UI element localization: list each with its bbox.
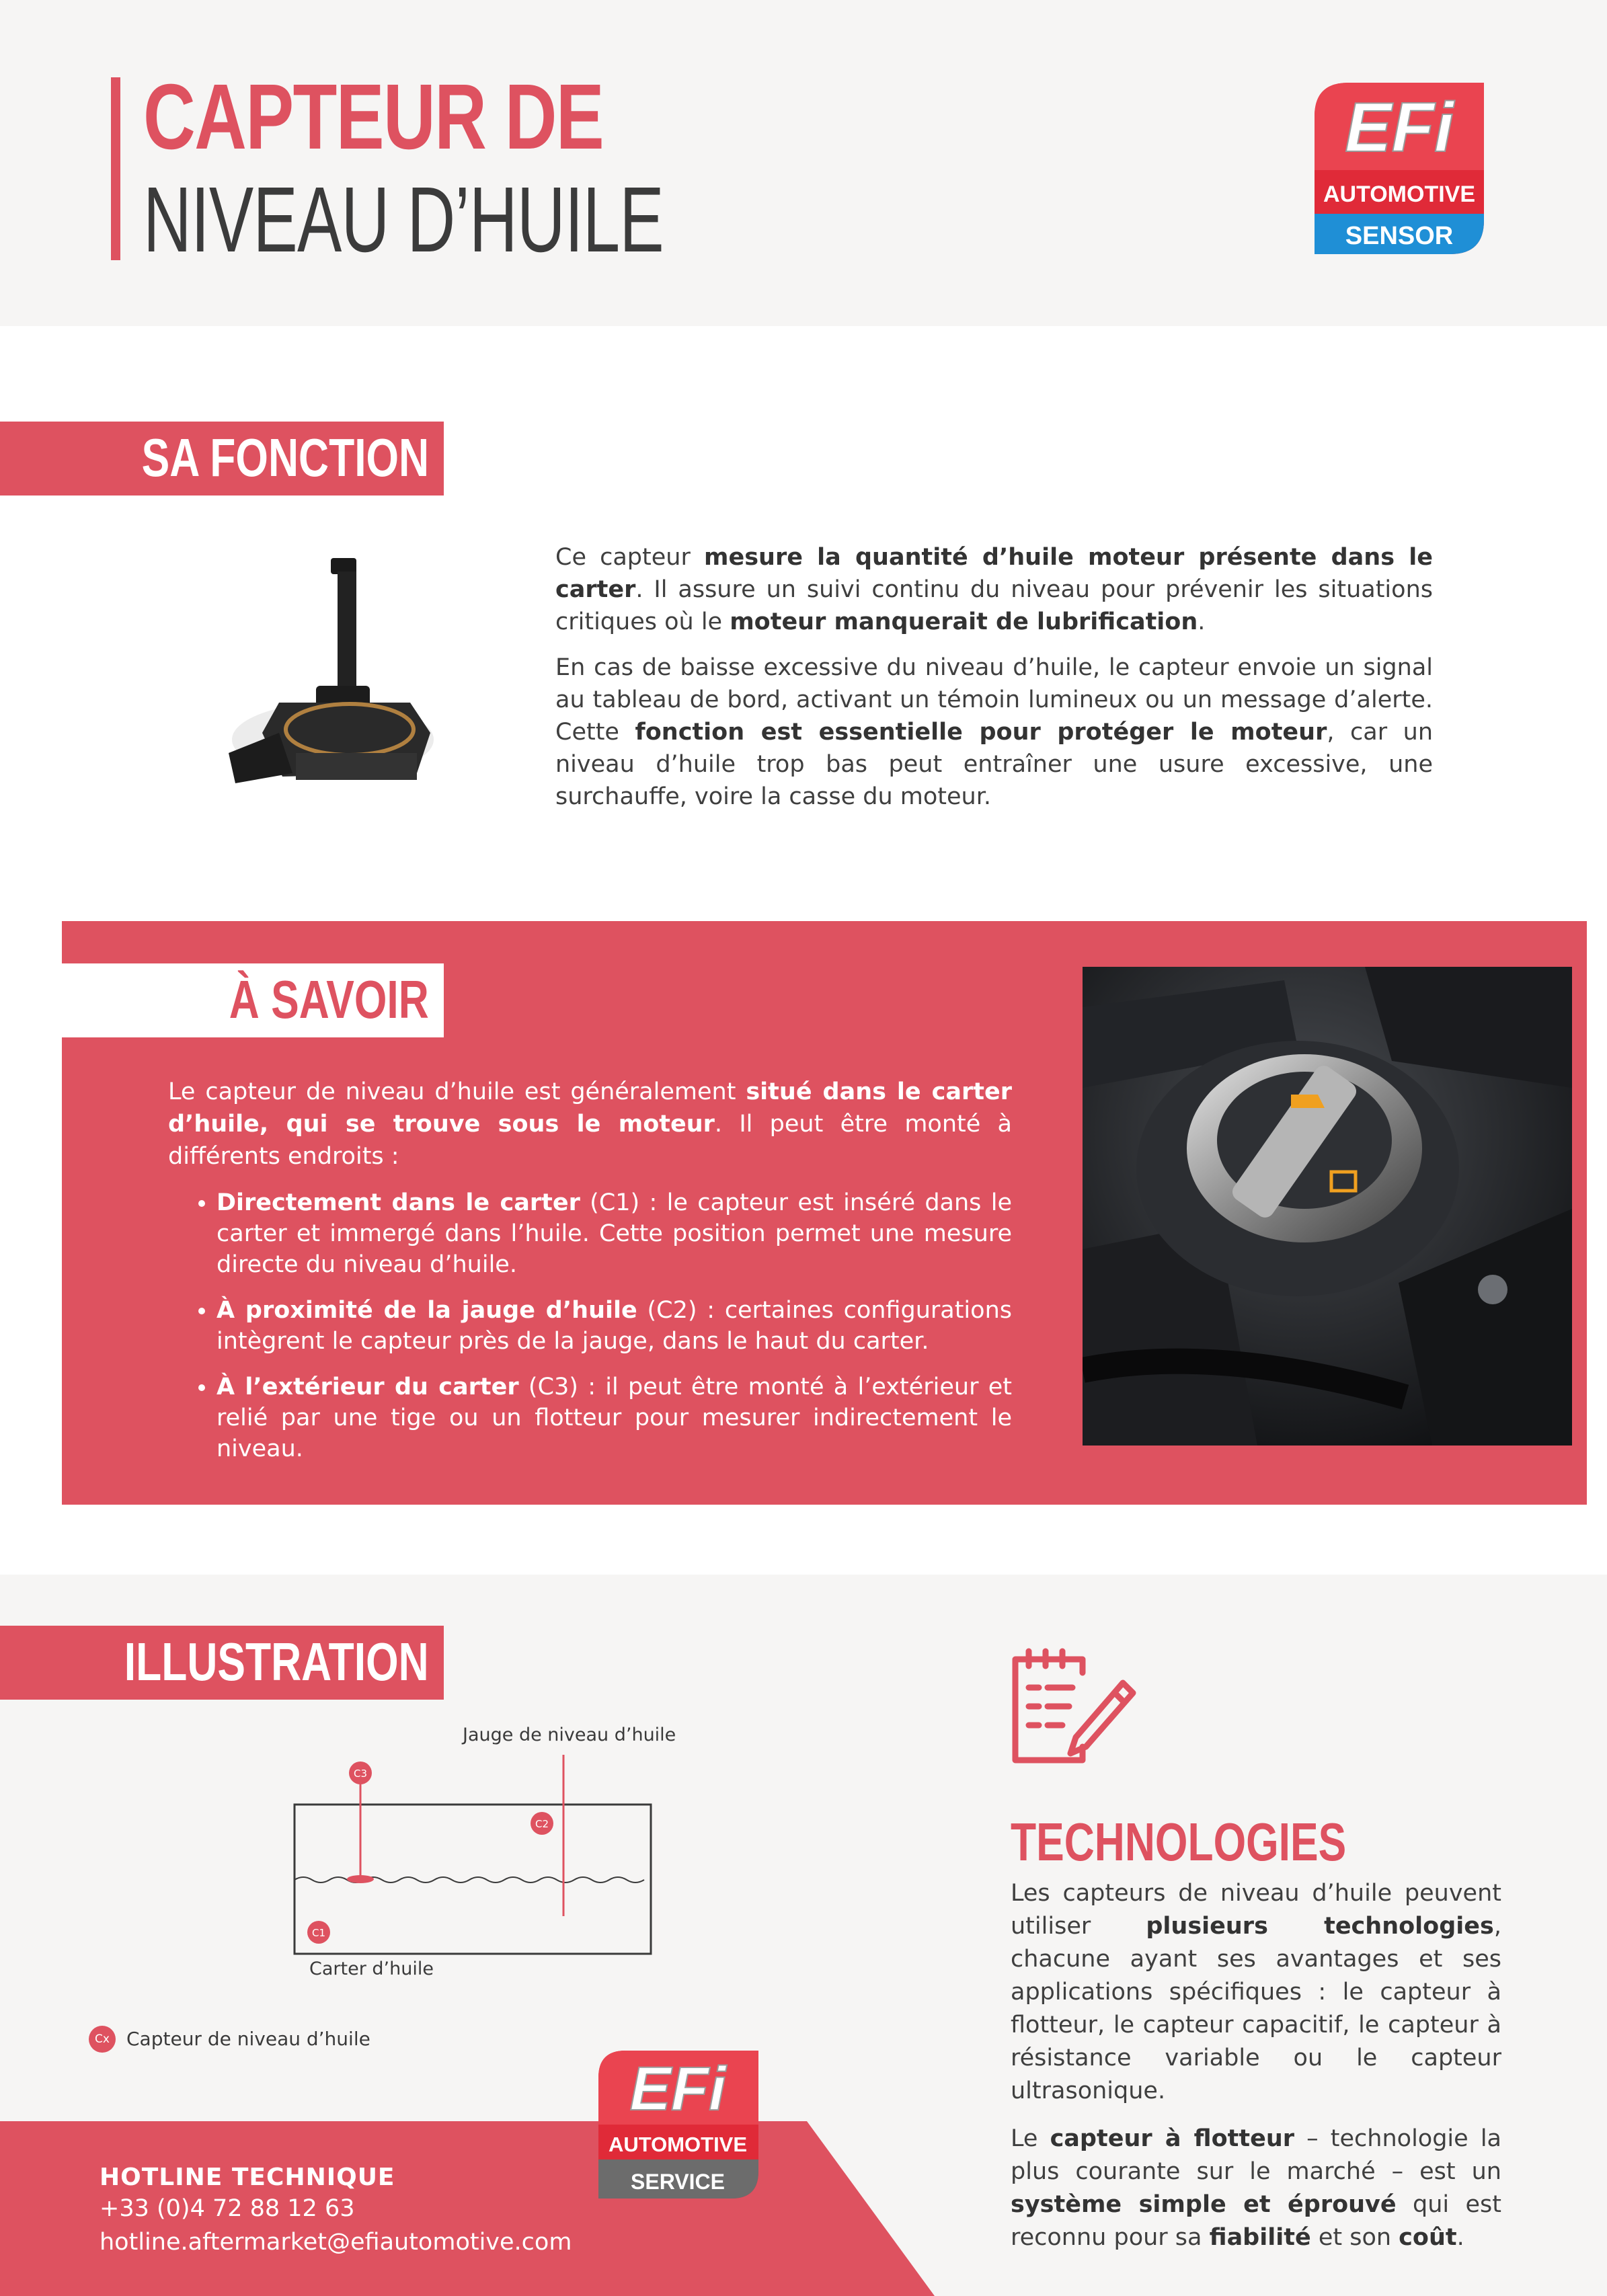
dipstick-label: Jauge de niveau d’huile (463, 1725, 676, 1745)
fonction-label: SA FONCTION (141, 428, 429, 487)
logo-bottom-brand-text: EFi (629, 2055, 726, 2123)
marker-c1: C1 (311, 1927, 326, 1939)
fonction-paragraph-1: Ce capteur mesure la quantité d’huile moteur présente dans le carter. Il assure un suivi continu du niveau pour prévenir les situations critiques où le moteur manquerait de lubrification. (555, 544, 1433, 635)
logo-line1-text: AUTOMOTIVE (1323, 182, 1476, 207)
legend-badge: Cx (89, 2026, 116, 2053)
page-title-line2: NIVEAU D’HUILE (143, 168, 664, 272)
fonction-paragraph-2: En cas de baisse excessive du niveau d’huile, le capteur envoie un signal au tableau de bord, activant un témoin lumineux ou un message d’alerte. Cette fonction est essentielle pour protéger le moteur, car un niveau d’huile trop bas peut entraîner une usure excessive, une surchauffe, voire la casse du moteur. (555, 654, 1433, 810)
page-title-line1: CAPTEUR DE (143, 65, 604, 169)
hotline-phone[interactable]: +33 (0)4 72 88 12 63 (100, 2195, 355, 2222)
oil-level-sensor-image (215, 551, 437, 820)
technologies-title: TECHNOLOGIES (1011, 1812, 1347, 1872)
savoir-item-c3: • À l’extérieur du carter (C3) : il peut être monté à l’extérieur et relié par une tige ou un flotteur pour mesurer indirectement le niveau. (217, 1372, 1012, 1464)
savoir-intro: Le capteur de niveau d’huile est généralement situé dans le carter d’huile, qui se trouve sous le moteur. Il peut être monté à différents endroits : (168, 1078, 1013, 1170)
oil-sump-diagram (256, 1721, 693, 1990)
technologies-paragraph-2: Le capteur à flotteur – technologie la plus courante sur le marché – est un système simple et éprouvé qui est reconnu pour sa fiabilité et son coût. (1011, 2125, 1501, 2251)
legend-text: Capteur de niveau d’huile (126, 2028, 370, 2050)
savoir-list (168, 1187, 1012, 1464)
hotline-email[interactable]: hotline.aftermarket@efiautomotive.com (100, 2229, 572, 2256)
clipboard-pencil-icon (1009, 1646, 1136, 1770)
savoir-label: À SAVOIR (229, 969, 429, 1029)
logo-line2-text: SENSOR (1345, 222, 1454, 250)
logo-brand-text: EFi (1345, 89, 1454, 167)
savoir-item-c1: • Directement dans le carter (C1) : le capteur est inséré dans le carter et immergé dans l’huile. Cette position permet une mesure directe du niveau d’huile. (217, 1187, 1012, 1280)
hotline-title: HOTLINE TECHNIQUE (100, 2164, 395, 2191)
fonction-text (555, 541, 1433, 813)
technologies-text (1011, 1877, 1501, 2254)
sump-label: Carter d’huile (309, 1958, 434, 1979)
marker-c3: C3 (353, 1768, 368, 1780)
savoir-item-c2: • À proximité de la jauge d’huile (C2) : certaines configurations intègrent le capteur près de la jauge, dans le haut du carter. (217, 1295, 1012, 1357)
illustration-label: ILLUSTRATION (124, 1632, 429, 1692)
engine-oil-cap-photo (1083, 967, 1572, 1446)
technologies-paragraph-1: Les capteurs de niveau d’huile peuvent utiliser plusieurs technologies, chacune ayant ses avantages et ses applications spécifiques : le capteur à flotteur, le capteur capacitif, le capteur à résistance variable ou le capteur ultrasonique. (1011, 1880, 1501, 2104)
title-accent-bar (111, 77, 120, 260)
savoir-text (168, 1076, 1012, 1479)
logo-bottom-line2-text: SERVICE (631, 2170, 725, 2194)
efi-sensor-logo (1308, 76, 1493, 261)
logo-bottom-line1-text: AUTOMOTIVE (608, 2133, 748, 2156)
marker-c2: C2 (535, 1818, 549, 1830)
efi-service-logo (592, 2044, 765, 2205)
